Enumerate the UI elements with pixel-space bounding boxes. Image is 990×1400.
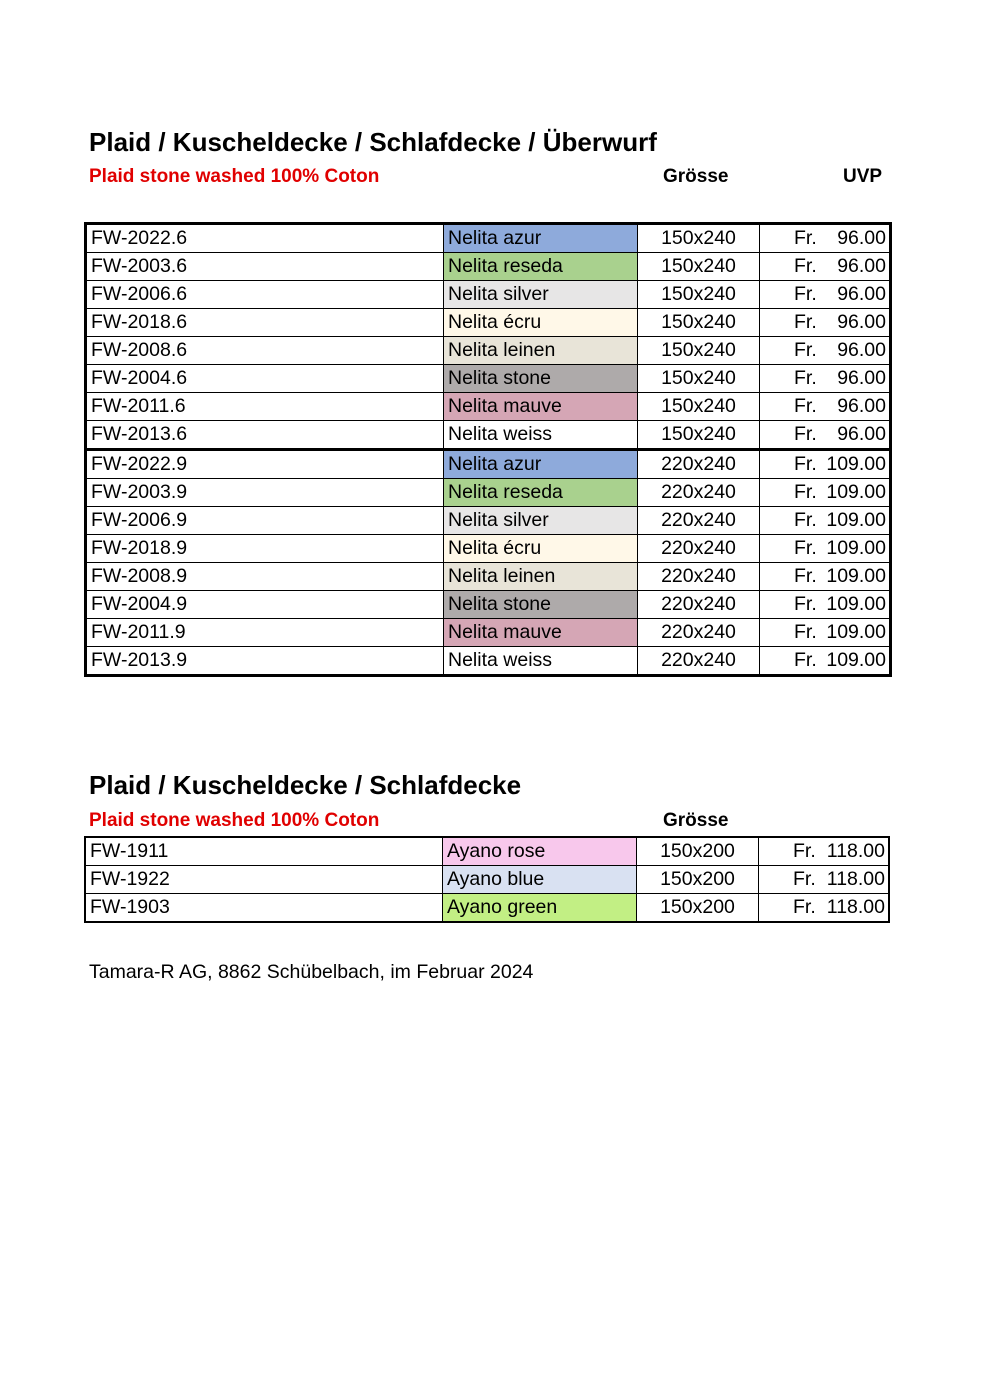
product-price	[760, 309, 891, 337]
currency-prefix: Fr.	[794, 621, 817, 643]
article-code: FW-2011.9	[86, 619, 444, 647]
article-code: FW-2008.9	[86, 563, 444, 591]
table-row	[86, 337, 891, 365]
product-name: Nelita stone	[444, 365, 638, 393]
price-value: 109.00	[826, 593, 886, 615]
product-price	[760, 647, 891, 676]
product-size: 150x200	[637, 837, 759, 866]
product-name: Nelita reseda	[444, 253, 638, 281]
table-row	[86, 253, 891, 281]
product-price	[760, 421, 891, 450]
currency-prefix: Fr.	[794, 481, 817, 503]
table-row	[86, 563, 891, 591]
product-size: 220x240	[638, 619, 760, 647]
price-value: 96.00	[837, 395, 886, 417]
currency-prefix: Fr.	[794, 339, 817, 361]
article-code: FW-2022.9	[86, 450, 444, 479]
product-size: 220x240	[638, 507, 760, 535]
price-value: 96.00	[837, 367, 886, 389]
product-name: Nelita weiss	[444, 421, 638, 450]
product-name: Nelita silver	[444, 281, 638, 309]
product-size: 150x240	[638, 337, 760, 365]
article-code: FW-2003.6	[86, 253, 444, 281]
currency-prefix: Fr.	[794, 537, 817, 559]
product-size: 220x240	[638, 450, 760, 479]
product-name: Nelita leinen	[444, 337, 638, 365]
product-price	[760, 393, 891, 421]
product-size: 220x240	[638, 563, 760, 591]
product-price	[759, 837, 890, 866]
article-code: FW-2013.6	[86, 421, 444, 450]
product-name: Nelita écru	[444, 535, 638, 563]
product-price	[759, 866, 890, 894]
article-code: FW-2003.9	[86, 479, 444, 507]
product-price	[760, 619, 891, 647]
currency-prefix: Fr.	[793, 868, 816, 890]
section2-size-header: Grösse	[663, 810, 729, 831]
price-value: 109.00	[826, 621, 886, 643]
product-name: Nelita weiss	[444, 647, 638, 676]
table-row	[85, 894, 889, 923]
section1-subtitle: Plaid stone washed 100% Coton	[89, 166, 380, 187]
product-name: Nelita écru	[444, 309, 638, 337]
price-value: 109.00	[826, 537, 886, 559]
article-code: FW-1903	[85, 894, 443, 923]
currency-prefix: Fr.	[793, 896, 816, 918]
price-value: 96.00	[837, 283, 886, 305]
article-code: FW-1911	[85, 837, 443, 866]
price-value: 96.00	[837, 227, 886, 249]
product-size: 150x240	[638, 421, 760, 450]
product-size: 220x240	[638, 479, 760, 507]
table-row	[86, 309, 891, 337]
price-value: 109.00	[826, 481, 886, 503]
price-value: 96.00	[837, 255, 886, 277]
table-row	[86, 647, 891, 676]
article-code: FW-2013.9	[86, 647, 444, 676]
table-row	[86, 535, 891, 563]
product-size: 150x240	[638, 224, 760, 253]
product-size: 150x240	[638, 253, 760, 281]
table-row	[86, 619, 891, 647]
product-size: 220x240	[638, 591, 760, 619]
price-value: 118.00	[826, 868, 885, 890]
table-row	[86, 224, 891, 253]
product-size: 150x200	[637, 866, 759, 894]
table-row	[86, 281, 891, 309]
table-row	[85, 837, 889, 866]
footer-note: Tamara-R AG, 8862 Schübelbach, im Februar 2024	[89, 961, 534, 983]
product-price	[760, 224, 891, 253]
currency-prefix: Fr.	[794, 367, 817, 389]
product-price	[760, 365, 891, 393]
product-name: Nelita azur	[444, 450, 638, 479]
product-name: Nelita leinen	[444, 563, 638, 591]
product-name: Nelita reseda	[444, 479, 638, 507]
product-price	[760, 450, 891, 479]
article-code: FW-1922	[85, 866, 443, 894]
article-code: FW-2006.9	[86, 507, 444, 535]
product-size: 150x240	[638, 281, 760, 309]
product-price	[760, 507, 891, 535]
product-price	[760, 337, 891, 365]
table-row	[86, 479, 891, 507]
currency-prefix: Fr.	[794, 227, 817, 249]
price-value: 109.00	[826, 565, 886, 587]
product-size: 150x240	[638, 365, 760, 393]
product-name: Nelita silver	[444, 507, 638, 535]
article-code: FW-2008.6	[86, 337, 444, 365]
section1-size-header: Grösse	[663, 166, 729, 187]
price-value: 118.00	[826, 896, 885, 918]
price-value: 96.00	[837, 339, 886, 361]
product-table-2	[84, 836, 890, 923]
currency-prefix: Fr.	[794, 565, 817, 587]
product-size: 220x240	[638, 647, 760, 676]
currency-prefix: Fr.	[794, 649, 817, 671]
article-code: FW-2022.6	[86, 224, 444, 253]
product-size: 150x240	[638, 309, 760, 337]
product-name: Ayano green	[443, 894, 637, 923]
price-value: 118.00	[826, 840, 885, 862]
table-row	[86, 365, 891, 393]
table-row	[86, 450, 891, 479]
product-price	[760, 253, 891, 281]
price-value: 109.00	[826, 509, 886, 531]
table-row	[86, 507, 891, 535]
price-value: 96.00	[837, 311, 886, 333]
article-code: FW-2004.6	[86, 365, 444, 393]
product-table-1	[84, 222, 892, 677]
section2-title: Plaid / Kuscheldecke / Schlafdecke	[89, 770, 522, 800]
table-row	[86, 393, 891, 421]
article-code: FW-2018.9	[86, 535, 444, 563]
product-price	[760, 479, 891, 507]
table-row	[86, 591, 891, 619]
product-name: Ayano rose	[443, 837, 637, 866]
product-price	[760, 535, 891, 563]
product-name: Nelita azur	[444, 224, 638, 253]
currency-prefix: Fr.	[794, 255, 817, 277]
section1-price-header: UVP	[843, 166, 883, 187]
product-price	[760, 281, 891, 309]
price-value: 109.00	[826, 453, 886, 475]
currency-prefix: Fr.	[794, 311, 817, 333]
product-price	[760, 563, 891, 591]
currency-prefix: Fr.	[794, 453, 817, 475]
article-code: FW-2011.6	[86, 393, 444, 421]
article-code: FW-2004.9	[86, 591, 444, 619]
currency-prefix: Fr.	[794, 509, 817, 531]
currency-prefix: Fr.	[794, 283, 817, 305]
currency-prefix: Fr.	[794, 395, 817, 417]
product-price	[759, 894, 890, 923]
product-name: Ayano blue	[443, 866, 637, 894]
article-code: FW-2018.6	[86, 309, 444, 337]
product-size: 150x200	[637, 894, 759, 923]
currency-prefix: Fr.	[794, 423, 817, 445]
product-name: Nelita mauve	[444, 619, 638, 647]
product-size: 220x240	[638, 535, 760, 563]
product-size: 150x240	[638, 393, 760, 421]
product-price	[760, 591, 891, 619]
currency-prefix: Fr.	[794, 593, 817, 615]
product-name: Nelita stone	[444, 591, 638, 619]
table-row	[85, 866, 889, 894]
table-row	[86, 421, 891, 450]
article-code: FW-2006.6	[86, 281, 444, 309]
price-value: 96.00	[837, 423, 886, 445]
price-value: 109.00	[826, 649, 886, 671]
section2-subtitle: Plaid stone washed 100% Coton	[89, 810, 380, 831]
currency-prefix: Fr.	[793, 840, 816, 862]
product-name: Nelita mauve	[444, 393, 638, 421]
section1-title: Plaid / Kuscheldecke / Schlafdecke / Überwurf	[89, 127, 657, 157]
